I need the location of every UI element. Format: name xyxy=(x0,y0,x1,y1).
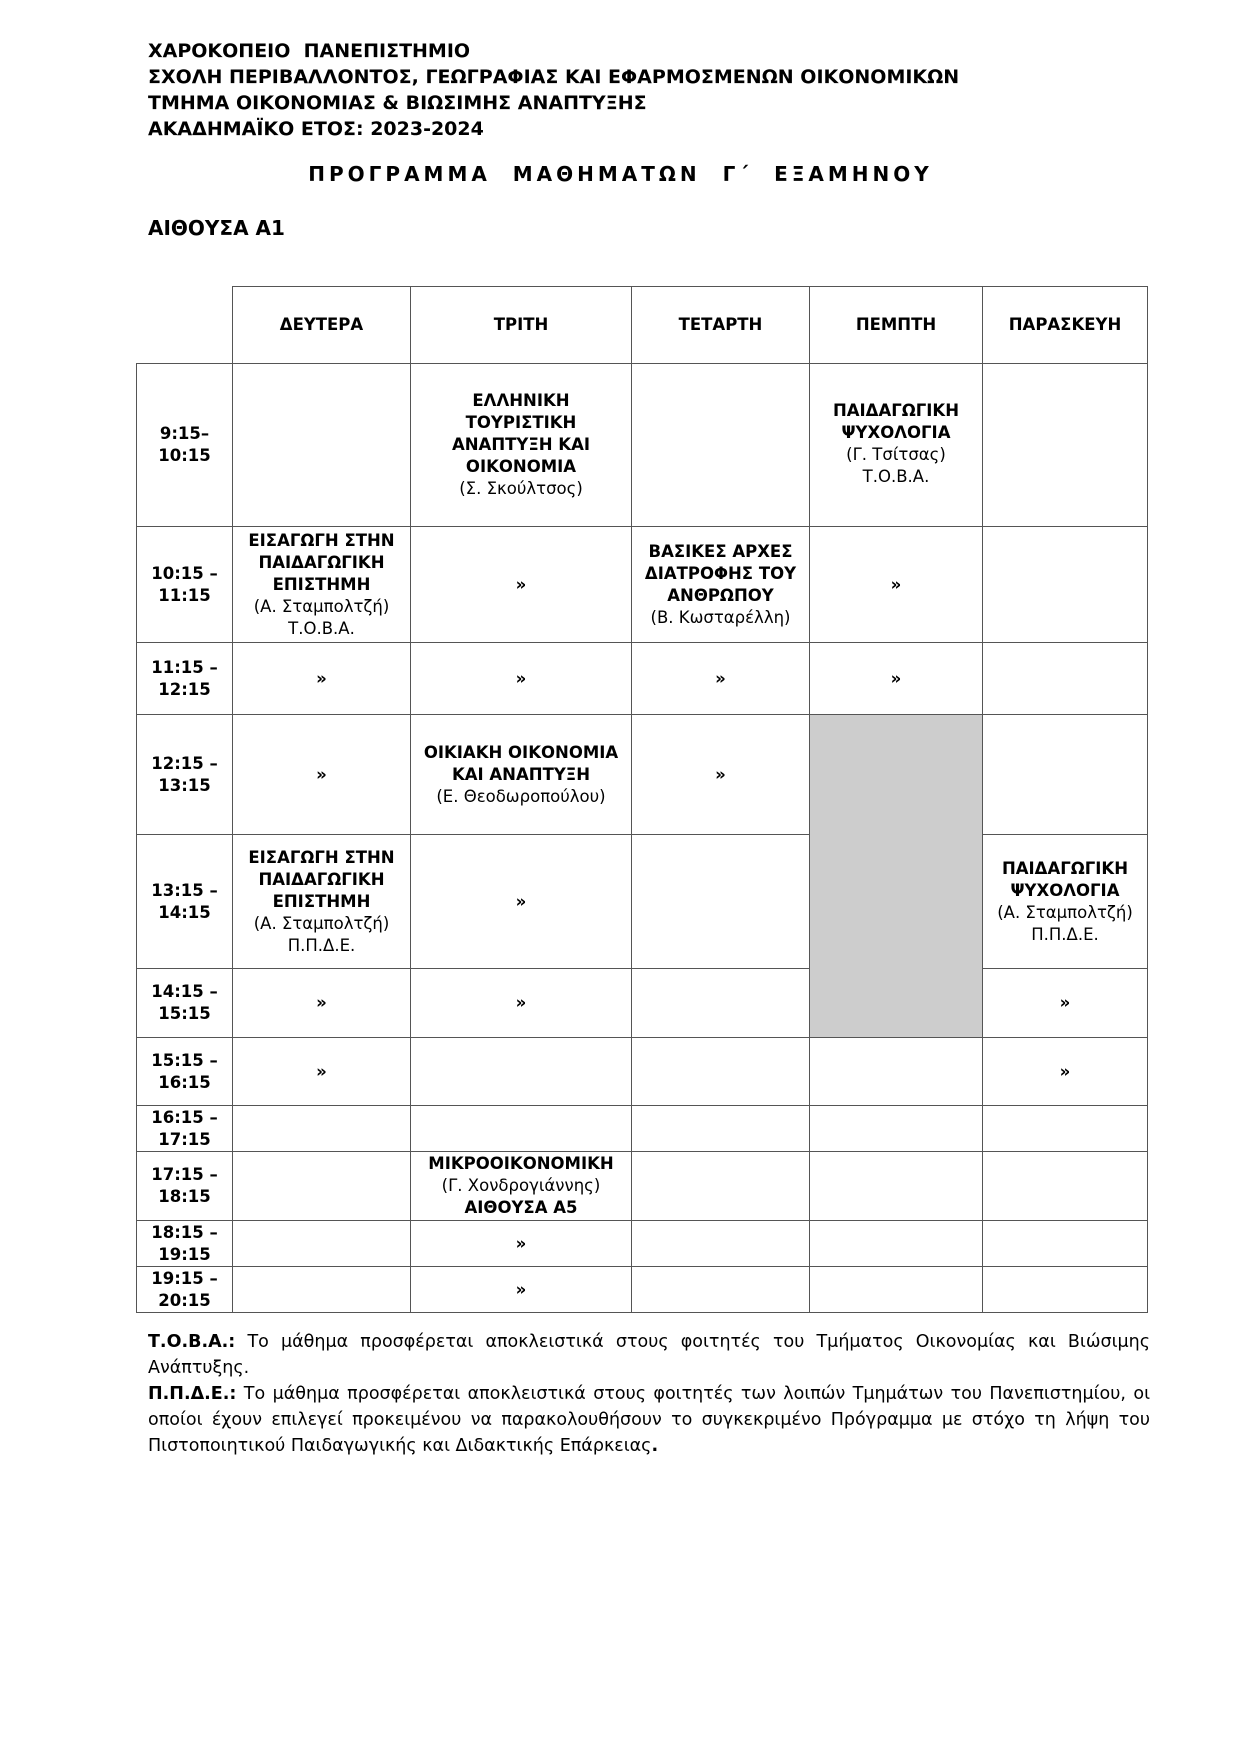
course-teacher: (Α. Σταμπολτζή) xyxy=(997,902,1133,922)
ditto-mark: » xyxy=(632,643,810,715)
ditto-mark: » xyxy=(233,969,411,1038)
schedule-table xyxy=(136,286,1148,1313)
course-title: ΜΙΚΡΟΟΙΚΟΝΟΜΙΚΗ xyxy=(428,1154,614,1173)
empty-cell xyxy=(233,1106,411,1152)
course-teacher: (Ε. Θεοδωροπούλου) xyxy=(436,786,606,806)
course-teacher: (Α. Σταμπολτζή) xyxy=(253,596,390,616)
course-room: ΑΙΘΟΥΣΑ Α5 xyxy=(464,1198,578,1217)
ditto-mark: » xyxy=(233,715,411,835)
course-cell xyxy=(411,364,632,527)
course-cell xyxy=(810,364,983,527)
empty-cell xyxy=(983,1106,1148,1152)
empty-cell xyxy=(632,969,810,1038)
ditto-mark: » xyxy=(411,1221,632,1267)
university-name: ΧΑΡΟΚΟΠΕΙΟ ΠΑΝΕΠΙΣΤΗΜΙΟ xyxy=(148,40,471,62)
course-cell xyxy=(233,527,411,643)
toba-label: Τ.Ο.Β.Α.: xyxy=(148,1332,236,1352)
empty-cell xyxy=(411,1038,632,1106)
table-row xyxy=(137,527,1148,643)
day-header-wednesday: ΤΕΤΑΡΤΗ xyxy=(632,287,810,364)
ppde-footnote xyxy=(148,1381,1150,1459)
ditto-mark: » xyxy=(233,643,411,715)
time-slot: 15:15 –16:15 xyxy=(137,1038,233,1106)
time-slot: 9:15–10:15 xyxy=(137,364,233,527)
day-header-friday: ΠΑΡΑΣΚΕΥΗ xyxy=(983,287,1148,364)
ppde-text: Το μάθημα προσφέρεται αποκλειστικά στους φοιτητές των λοιπών Τμημάτων του Πανεπιστημίου, οι οποίοι έχουν επιλεγεί προκειμένου να παρακολουθήσουν το συγκεκριμένο Πρόγραμμα με στόχο τη λήψη του Πιστοποιητικού Παιδαγωγικής και Διδακτικής Επάρκειας xyxy=(148,1384,1150,1456)
course-cell xyxy=(411,1152,632,1221)
table-row xyxy=(137,715,1148,835)
course-teacher: (Γ. Τσίτσας) xyxy=(846,445,946,464)
ditto-mark: » xyxy=(233,1038,411,1106)
empty-cell xyxy=(233,1221,411,1267)
footnotes xyxy=(148,1329,1150,1459)
table-row xyxy=(137,364,1148,527)
ditto-mark: » xyxy=(411,527,632,643)
table-row xyxy=(137,1267,1148,1313)
ditto-mark: » xyxy=(411,835,632,969)
day-header-monday: ΔΕΥΤΕΡΑ xyxy=(233,287,411,364)
empty-cell xyxy=(233,1152,411,1221)
time-slot: 19:15 –20:15 xyxy=(137,1267,233,1313)
empty-cell xyxy=(810,1038,983,1106)
empty-cell xyxy=(983,1152,1148,1221)
table-header-row xyxy=(137,287,1148,364)
table-row xyxy=(137,1106,1148,1152)
toba-text: Το μάθημα προσφέρεται αποκλειστικά στους φοιτητές του Τμήματος Οικονομίας και Βιώσιμης Ανάπτυξης. xyxy=(148,1332,1150,1378)
time-slot: 16:15 –17:15 xyxy=(137,1106,233,1152)
time-slot: 17:15 –18:15 xyxy=(137,1152,233,1221)
ppde-end: . xyxy=(651,1436,659,1456)
table-row xyxy=(137,1221,1148,1267)
time-slot: 13:15 –14:15 xyxy=(137,835,233,969)
time-slot: 12:15 –13:15 xyxy=(137,715,233,835)
time-slot: 10:15 –11:15 xyxy=(137,527,233,643)
school-name: ΣΧΟΛΗ ΠΕΡΙΒΑΛΛΟΝΤΟΣ, ΓΕΩΓΡΑΦΙΑΣ ΚΑΙ ΕΦΑΡΜΟΣΜΕΝΩΝ ΟΙΚΟΝΟΜΙΚΩΝ xyxy=(148,66,960,88)
empty-cell xyxy=(983,527,1148,643)
ditto-mark: » xyxy=(411,969,632,1038)
ditto-mark: » xyxy=(810,527,983,643)
empty-cell xyxy=(632,1267,810,1313)
corner-cell xyxy=(137,287,233,364)
empty-cell xyxy=(632,835,810,969)
empty-cell xyxy=(983,1221,1148,1267)
time-slot: 18:15 –19:15 xyxy=(137,1221,233,1267)
ditto-mark: » xyxy=(411,1267,632,1313)
department-name: ΤΜΗΜΑ ΟΙΚΟΝΟΜΙΑΣ & ΒΙΩΣΙΜΗΣ ΑΝΑΠΤΥΞΗΣ xyxy=(148,92,647,114)
course-title: ΒΑΣΙΚΕΣ ΑΡΧΕΣ ΔΙΑΤΡΟΦΗΣ ΤΟΥ ΑΝΘΡΩΠΟΥ xyxy=(644,541,797,605)
academic-year: ΑΚΑΔΗΜΑΪΚΟ ΕΤΟΣ: 2023-2024 xyxy=(148,118,484,140)
time-slot: 14:15 –15:15 xyxy=(137,969,233,1038)
ppde-label: Π.Π.Δ.Ε.: xyxy=(148,1384,237,1404)
course-cell xyxy=(411,715,632,835)
page-title: ΠΡΟΓΡΑΜΜΑ ΜΑΘΗΜΑΤΩΝ Γ΄ ΕΞΑΜΗΝΟΥ xyxy=(308,162,933,186)
day-header-thursday: ΠΕΜΠΤΗ xyxy=(810,287,983,364)
empty-cell xyxy=(632,364,810,527)
ditto-mark: » xyxy=(632,715,810,835)
course-title: ΕΛΛΗΝΙΚΗ ΤΟΥΡΙΣΤΙΚΗ ΑΝΑΠΤΥΞΗ ΚΑΙ ΟΙΚΟΝΟΜΙΑ xyxy=(451,391,591,476)
table-row xyxy=(137,1038,1148,1106)
course-title: ΠΑΙΔΑΓΩΓΙΚΗ ΨΥΧΟΛΟΓΙΑ xyxy=(832,401,960,442)
course-note: Π.Π.Δ.Ε. xyxy=(1031,924,1099,944)
empty-cell xyxy=(983,715,1148,835)
empty-cell xyxy=(810,1106,983,1152)
course-cell xyxy=(632,527,810,643)
course-note: Π.Π.Δ.Ε. xyxy=(287,935,356,955)
unavailable-block xyxy=(810,715,983,1038)
course-teacher: (Γ. Χονδρογιάννης) xyxy=(441,1176,601,1195)
table-row xyxy=(137,643,1148,715)
time-slot: 11:15 –12:15 xyxy=(137,643,233,715)
empty-cell xyxy=(411,1106,632,1152)
empty-cell xyxy=(810,1267,983,1313)
course-teacher: (Α. Σταμπολτζή) xyxy=(253,913,390,933)
empty-cell xyxy=(632,1038,810,1106)
course-title: ΟΙΚΙΑΚΗ ΟΙΚΟΝΟΜΙΑ ΚΑΙ ΑΝΑΠΤΥΞΗ xyxy=(423,742,619,784)
course-title: ΕΙΣΑΓΩΓΗ ΣΤΗΝ ΠΑΙΔΑΓΩΓΙΚΗ ΕΠΙΣΤΗΜΗ xyxy=(248,847,395,911)
empty-cell xyxy=(632,1106,810,1152)
empty-cell xyxy=(233,1267,411,1313)
table-row xyxy=(137,1152,1148,1221)
course-teacher: (Σ. Σκούλτσος) xyxy=(459,479,583,498)
empty-cell xyxy=(983,643,1148,715)
ditto-mark: » xyxy=(810,643,983,715)
ditto-mark: » xyxy=(983,1038,1148,1106)
course-cell xyxy=(983,835,1148,969)
day-header-tuesday: ΤΡΙΤΗ xyxy=(411,287,632,364)
course-title: ΠΑΙΔΑΓΩΓΙΚΗ ΨΥΧΟΛΟΓΙΑ xyxy=(1001,858,1129,900)
course-title: ΕΙΣΑΓΩΓΗ ΣΤΗΝ ΠΑΙΔΑΓΩΓΙΚΗ ΕΠΙΣΤΗΜΗ xyxy=(248,530,395,594)
ditto-mark: » xyxy=(411,643,632,715)
ditto-mark: » xyxy=(983,969,1148,1038)
course-cell xyxy=(233,835,411,969)
empty-cell xyxy=(810,1221,983,1267)
table-row xyxy=(137,835,1148,969)
empty-cell xyxy=(632,1152,810,1221)
empty-cell xyxy=(233,364,411,527)
toba-footnote xyxy=(148,1329,1150,1381)
document-header xyxy=(148,38,959,142)
empty-cell xyxy=(632,1221,810,1267)
empty-cell xyxy=(983,1267,1148,1313)
room-label: ΑΙΘΟΥΣΑ Α1 xyxy=(148,216,285,240)
course-teacher: (Β. Κωσταρέλλη) xyxy=(650,607,791,627)
table-row xyxy=(137,969,1148,1038)
course-note: Τ.Ο.Β.Α. xyxy=(288,618,355,638)
empty-cell xyxy=(810,1152,983,1221)
course-note: Τ.Ο.Β.Α. xyxy=(862,467,930,486)
empty-cell xyxy=(983,364,1148,527)
